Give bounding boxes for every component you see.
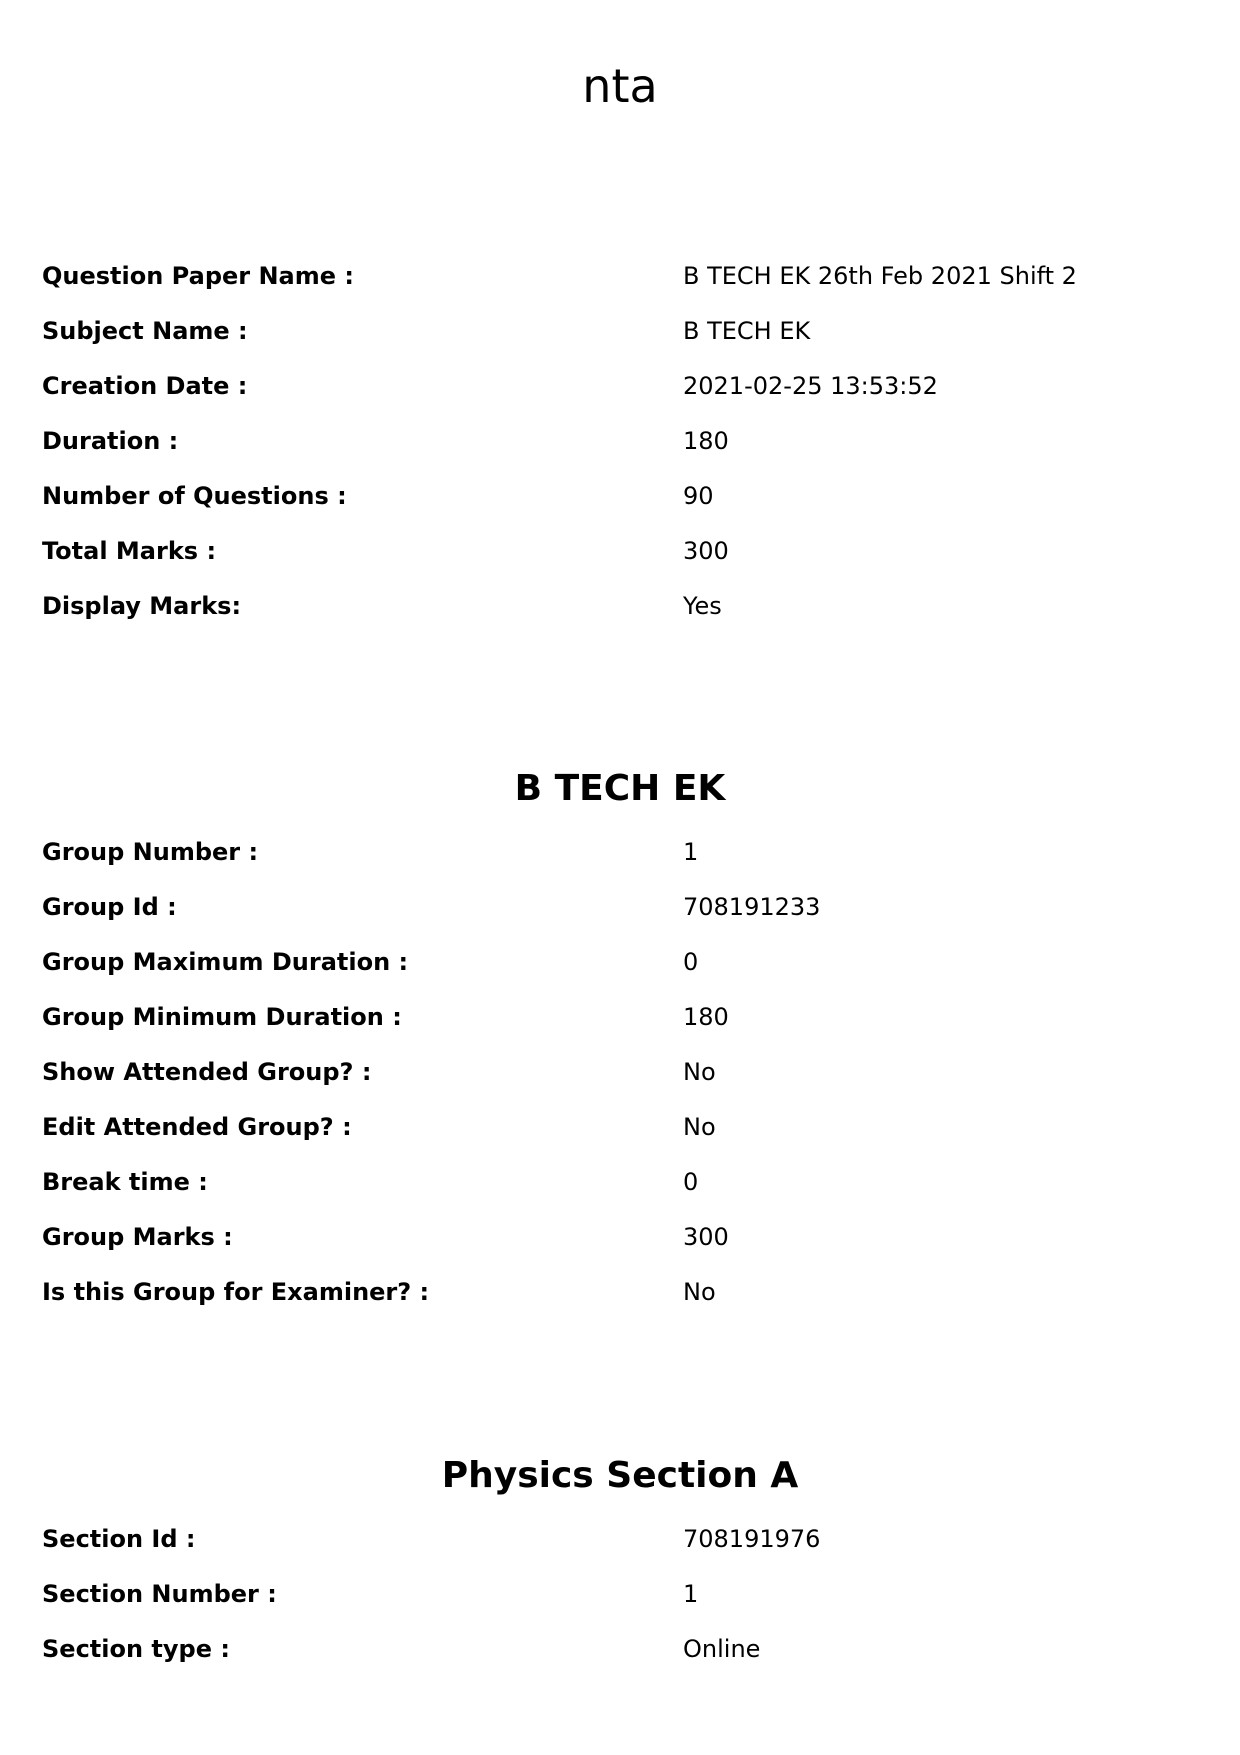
group-value: 0 <box>683 948 699 976</box>
info-label: Display Marks: <box>42 592 242 620</box>
group-label: Edit Attended Group? : <box>42 1113 352 1141</box>
info-label: Total Marks : <box>42 537 217 565</box>
info-row-duration <box>42 426 1202 481</box>
group-label: Is this Group for Examiner? : <box>42 1278 430 1306</box>
group-value: No <box>683 1058 716 1086</box>
group-heading: B TECH EK <box>514 768 726 809</box>
group-row-max-duration <box>42 947 1202 1002</box>
info-row-number-of-questions <box>42 481 1202 536</box>
group-row-group-id <box>42 892 1202 947</box>
group-value: 1 <box>683 838 699 866</box>
section-value: 1 <box>683 1580 699 1608</box>
group-info-table <box>42 837 1202 1332</box>
group-value: No <box>683 1278 716 1306</box>
info-label: Number of Questions : <box>42 482 347 510</box>
section-row-section-id <box>42 1524 1202 1579</box>
info-row-total-marks <box>42 536 1202 591</box>
info-row-subject-name <box>42 316 1202 371</box>
page-title: nta <box>582 59 658 113</box>
group-row-break-time <box>42 1167 1202 1222</box>
group-label: Break time : <box>42 1168 208 1196</box>
group-label: Group Marks : <box>42 1223 233 1251</box>
section-label: Section Number : <box>42 1580 277 1608</box>
section-heading: Physics Section A <box>441 1455 799 1496</box>
group-row-group-number <box>42 837 1202 892</box>
group-row-show-attended <box>42 1057 1202 1112</box>
section-value: Online <box>683 1635 761 1663</box>
section-label: Section Id : <box>42 1525 196 1553</box>
info-row-question-paper-name <box>42 261 1202 316</box>
section-value: 708191976 <box>683 1525 821 1553</box>
info-label: Duration : <box>42 427 179 455</box>
group-label: Group Maximum Duration : <box>42 948 409 976</box>
group-label: Group Id : <box>42 893 177 921</box>
info-value: B TECH EK <box>683 317 811 345</box>
info-row-display-marks <box>42 591 1202 646</box>
paper-info-table <box>42 261 1202 646</box>
group-value: 300 <box>683 1223 729 1251</box>
info-value: Yes <box>683 592 722 620</box>
group-label: Group Minimum Duration : <box>42 1003 402 1031</box>
info-value: 180 <box>683 427 729 455</box>
section-row-section-number <box>42 1579 1202 1634</box>
section-info-table <box>42 1524 1202 1689</box>
group-row-min-duration <box>42 1002 1202 1057</box>
group-value: 708191233 <box>683 893 821 921</box>
group-row-group-marks <box>42 1222 1202 1277</box>
section-row-section-type <box>42 1634 1202 1689</box>
group-label: Group Number : <box>42 838 259 866</box>
group-value: No <box>683 1113 716 1141</box>
info-value: 90 <box>683 482 714 510</box>
group-row-edit-attended <box>42 1112 1202 1167</box>
group-row-for-examiner <box>42 1277 1202 1332</box>
section-label: Section type : <box>42 1635 230 1663</box>
group-value: 180 <box>683 1003 729 1031</box>
group-label: Show Attended Group? : <box>42 1058 372 1086</box>
info-row-creation-date <box>42 371 1202 426</box>
info-value: B TECH EK 26th Feb 2021 Shift 2 <box>683 262 1077 290</box>
info-value: 2021-02-25 13:53:52 <box>683 372 938 400</box>
info-value: 300 <box>683 537 729 565</box>
info-label: Subject Name : <box>42 317 248 345</box>
group-value: 0 <box>683 1168 699 1196</box>
info-label: Creation Date : <box>42 372 248 400</box>
info-label: Question Paper Name : <box>42 262 354 290</box>
